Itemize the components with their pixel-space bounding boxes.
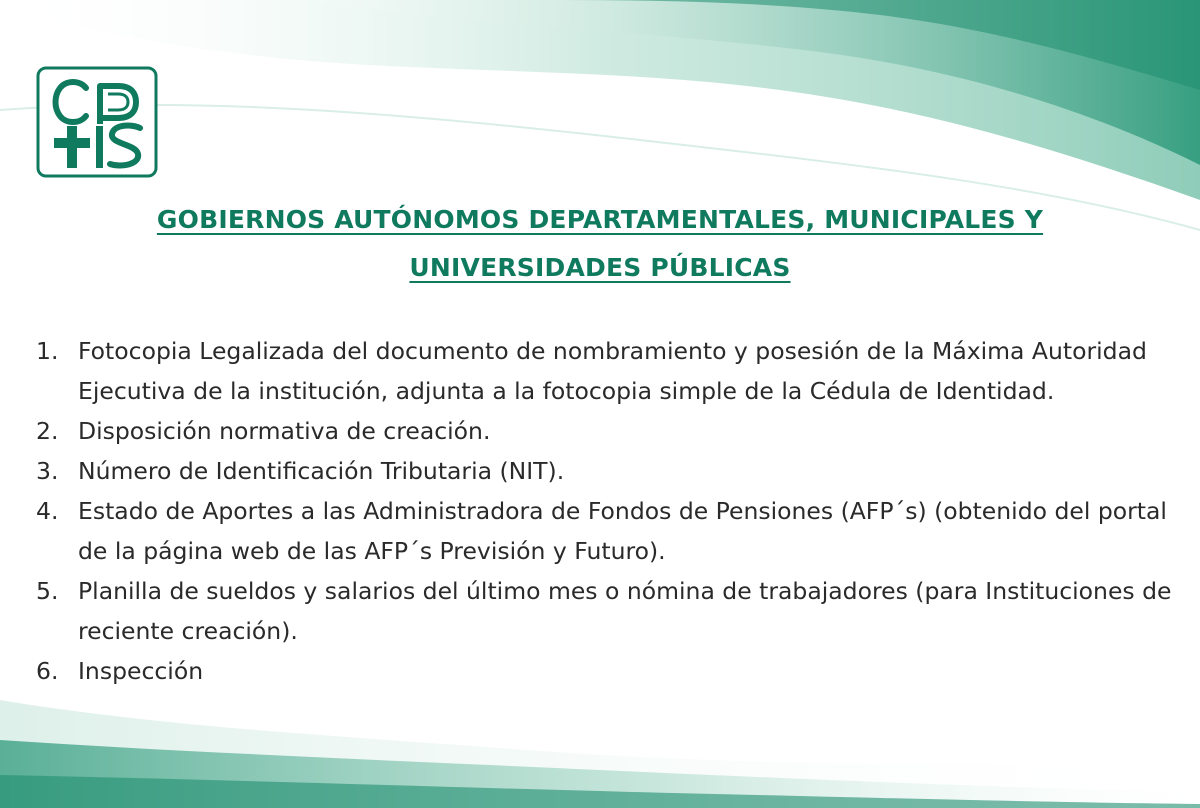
list-item: [36, 651, 1176, 691]
title-line-1: GOBIERNOS AUTÓNOMOS DEPARTAMENTALES, MUNICIPALES Y: [156, 205, 1044, 234]
list-item-number: 2.: [36, 417, 59, 445]
title-line-2: UNIVERSIDADES PÚBLICAS: [409, 253, 791, 282]
list-item-number: 3.: [36, 457, 59, 485]
list-item: [36, 571, 1176, 651]
requirements-list: [36, 331, 1176, 691]
list-item: [36, 491, 1176, 571]
list-item-text: Número de Identificación Tributaria (NIT).: [78, 457, 565, 485]
list-item: [36, 331, 1176, 411]
page-title: [0, 196, 1200, 292]
list-item-number: 4.: [36, 497, 59, 525]
list-item: [36, 451, 1176, 491]
list-item-text: Disposición normativa de creación.: [78, 417, 491, 445]
list-item-text: Inspección: [78, 657, 204, 685]
list-item-number: 5.: [36, 577, 59, 605]
list-item-text: Planilla de sueldos y salarios del último mes o nómina de trabajadores (para Instituciones de reciente creación).: [78, 577, 1172, 645]
list-item-number: 6.: [36, 657, 59, 685]
cpps-logo: [36, 66, 158, 178]
list-item-text: Fotocopia Legalizada del documento de nombramiento y posesión de la Máxima Autoridad Ejecutiva de la institución, adjunta a la fotocopia simple de la Cédula de Identidad.: [78, 337, 1147, 405]
list-item-text: Estado de Aportes a las Administradora de Fondos de Pensiones (AFP´s) (obtenido del portal de la página web de las AFP´s Previsión y Futuro).: [78, 497, 1167, 565]
list-item-number: 1.: [36, 337, 59, 365]
list-item: [36, 411, 1176, 451]
